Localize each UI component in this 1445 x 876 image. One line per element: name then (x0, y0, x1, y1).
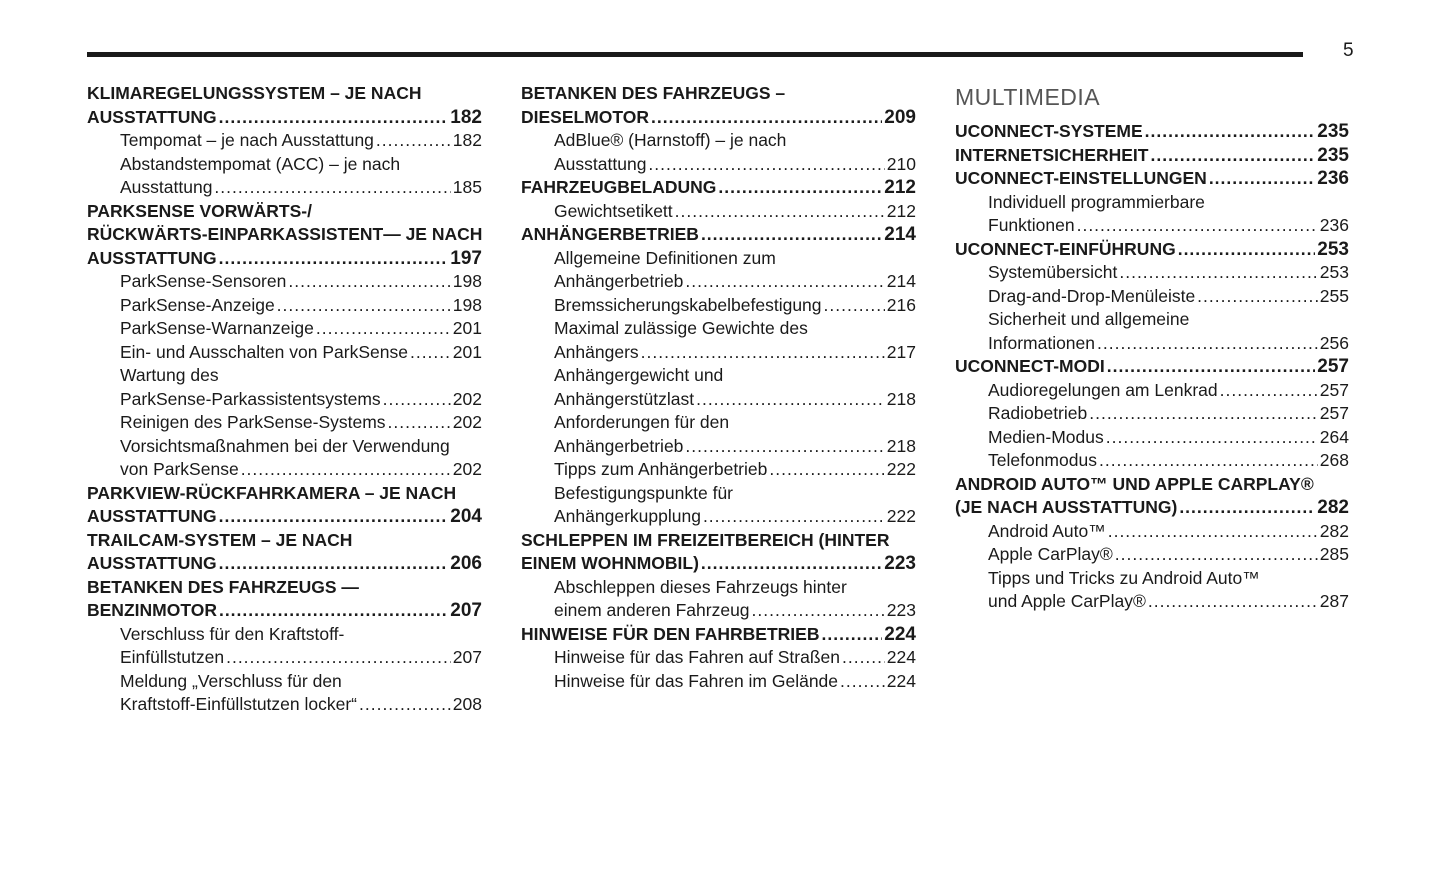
toc-subentry[interactable] (955, 567, 1349, 614)
toc-subentry[interactable] (955, 308, 1349, 355)
toc-page-number: 207 (452, 647, 482, 667)
toc-entry-text: Ausstattung (554, 153, 647, 174)
toc-page-number: 198 (452, 294, 482, 315)
toc-column-2 (521, 82, 916, 693)
toc-page-number: 236 (1317, 168, 1349, 189)
toc-entry-text: PARKVIEW-RÜCKFAHRKAMERA – JE NACH (87, 482, 457, 503)
toc-subentry[interactable] (955, 543, 1349, 567)
dot-leader (752, 599, 885, 623)
toc-subentry[interactable] (521, 247, 916, 294)
toc-page-number: 209 (884, 106, 916, 128)
toc-page-number: 207 (450, 600, 482, 621)
toc-entry[interactable] (87, 200, 482, 271)
toc-page-number: 217 (886, 341, 916, 362)
dot-leader (219, 599, 448, 623)
dot-leader (1197, 285, 1318, 309)
toc-page-number: 202 (452, 388, 482, 409)
toc-entry-text: EINEM WOHNMOBIL) (521, 553, 699, 573)
toc-entry[interactable] (521, 82, 916, 129)
toc-entry[interactable] (521, 623, 916, 647)
toc-entry-text: Hinweise für das Fahren auf Straßen (554, 647, 840, 667)
toc-entry-text: Tipps und Tricks zu Android Auto™ (988, 567, 1260, 588)
toc-entry-text: Funktionen (988, 215, 1075, 235)
dot-leader (214, 176, 450, 200)
toc-subentry[interactable] (955, 379, 1349, 403)
dot-leader (1220, 379, 1318, 403)
toc-subentry[interactable] (521, 482, 916, 529)
toc-page-number: 218 (886, 435, 916, 456)
toc-page-number: 212 (886, 200, 916, 221)
toc-subentry[interactable] (521, 670, 916, 694)
toc-entry[interactable] (87, 529, 482, 576)
toc-subentry[interactable] (955, 520, 1349, 544)
dot-leader (241, 458, 451, 482)
toc-entry-text: BENZINMOTOR (87, 600, 217, 620)
toc-subentry[interactable] (521, 129, 916, 176)
toc-entry-text: Vorsichtsmaßnahmen bei der Verwendung (120, 435, 450, 456)
toc-subentry[interactable] (955, 402, 1349, 426)
toc-page-number: 236 (1319, 215, 1349, 235)
toc-page-number: 257 (1319, 379, 1349, 400)
toc-entry-text: Ein- und Ausschalten von ParkSense (120, 341, 408, 362)
toc-entry-text: ANHÄNGERBETRIEB (521, 224, 699, 244)
toc-page-number: 282 (1317, 497, 1349, 518)
dot-leader (410, 341, 451, 365)
dot-leader (1178, 238, 1316, 262)
dot-leader (821, 623, 882, 647)
dot-leader (383, 388, 451, 412)
toc-page-number: 253 (1319, 262, 1349, 282)
toc-subentry[interactable] (87, 129, 482, 153)
toc-page-number: 222 (886, 506, 916, 526)
toc-entry-text: Abstandstempomat (ACC) – je nach (120, 153, 401, 174)
toc-page-number: 201 (452, 318, 482, 338)
toc-subentry[interactable] (955, 449, 1349, 473)
header-rule (87, 52, 1303, 57)
toc-entry-text: Hinweise für das Fahren im Gelände (554, 670, 839, 691)
dot-leader (1108, 520, 1318, 544)
dot-leader (359, 693, 451, 717)
dot-leader (651, 106, 882, 130)
toc-subentry[interactable] (521, 364, 916, 411)
dot-leader (219, 106, 449, 130)
toc-entry-text: Audioregelungen am Lenkrad (988, 379, 1218, 400)
toc-page-number: 223 (884, 553, 916, 574)
toc-entry-text: Wartung des (120, 365, 219, 385)
toc-entry-text: AUSSTATTUNG (87, 106, 217, 127)
toc-entry-text: UCONNECT-EINFÜHRUNG (955, 238, 1176, 259)
toc-entry-text: Allgemeine Definitionen zum (554, 247, 776, 268)
toc-entry-text: Tempomat – je nach Ausstattung (120, 130, 374, 150)
toc-entry-text: BETANKEN DES FAHRZEUGS — (87, 576, 359, 597)
toc-entry-text: Telefonmodus (988, 450, 1097, 470)
page-number: 5 (1343, 40, 1354, 61)
toc-page-number: 198 (452, 271, 482, 291)
dot-leader (226, 646, 451, 670)
toc-subentry[interactable] (87, 294, 482, 318)
toc-entry-text: AUSSTATTUNG (87, 553, 217, 573)
dot-leader (219, 505, 449, 529)
toc-page-number: 224 (886, 647, 916, 667)
dot-leader (648, 153, 884, 177)
toc-entry-text: ParkSense-Parkassistentsystems (120, 388, 381, 409)
toc-entry-text: KLIMAREGELUNGSSYSTEM – JE NACH (87, 83, 422, 103)
toc-entry-text: Android Auto™ (988, 520, 1106, 541)
toc-entry-text: Anforderungen für den (554, 412, 730, 432)
toc-page-number: 182 (452, 130, 482, 150)
toc-entry[interactable] (955, 144, 1349, 168)
dot-leader (219, 247, 449, 271)
toc-entry-text: Apple CarPlay® (988, 544, 1113, 564)
toc-entry-text: Individuell programmierbare (988, 191, 1205, 212)
toc-page-number: 214 (886, 271, 916, 291)
toc-entry-text: ParkSense-Warnanzeige (120, 318, 314, 338)
toc-page-number: 197 (450, 247, 482, 269)
toc-subentry[interactable] (955, 261, 1349, 285)
toc-entry-text: Medien-Modus (988, 426, 1104, 447)
toc-page-number: 253 (1317, 238, 1349, 260)
toc-page-number: 182 (450, 106, 482, 128)
dot-leader (388, 411, 451, 435)
toc-entry-text: Sicherheit und allgemeine (988, 309, 1190, 329)
toc-page-number: 222 (886, 459, 916, 479)
toc-entry[interactable] (955, 355, 1349, 379)
toc-entry-text: PARKSENSE VORWÄRTS-/ (87, 200, 312, 221)
toc-entry-text: FAHRZEUGBELADUNG (521, 177, 717, 197)
toc-page-number: 210 (886, 153, 916, 174)
toc-page-number: 208 (452, 694, 482, 714)
toc-entry[interactable] (955, 238, 1349, 262)
section-title: MULTIMEDIA (955, 84, 1101, 110)
toc-column-3 (955, 82, 1349, 614)
toc-entry[interactable] (955, 120, 1349, 144)
dot-leader (1150, 144, 1315, 168)
toc-page-number: 256 (1319, 332, 1349, 353)
toc-entry[interactable] (87, 82, 482, 129)
dot-leader (701, 223, 882, 247)
toc-entry-text: (JE NACH AUSSTATTUNG) (955, 497, 1178, 517)
toc-subentry[interactable] (955, 426, 1349, 450)
toc-subentry[interactable] (521, 200, 916, 224)
toc-page-number: 202 (452, 459, 482, 479)
dot-leader (316, 317, 451, 341)
toc-page-number: 264 (1319, 426, 1349, 447)
toc-entry-text: AUSSTATTUNG (87, 506, 217, 526)
toc-page-number: 212 (884, 177, 916, 198)
toc-entry-text: Anhängerstützlast (554, 388, 695, 409)
toc-entry-text: UCONNECT-SYSTEME (955, 121, 1143, 141)
toc-subentry[interactable] (87, 364, 482, 411)
toc-entry-text: Anhängergewicht und (554, 365, 724, 385)
toc-entry-text: Reinigen des ParkSense-Systems (120, 412, 386, 432)
toc-entry-text: SCHLEPPEN IM FREIZEITBEREICH (HINTER (521, 529, 890, 550)
toc-page-number: 218 (886, 388, 916, 409)
toc-subentry[interactable] (521, 411, 916, 458)
toc-entry-text: UCONNECT-EINSTELLUNGEN (955, 168, 1207, 188)
toc-subentry[interactable] (955, 285, 1349, 309)
toc-page-number: 235 (1317, 121, 1349, 142)
toc-page-number: 204 (450, 506, 482, 527)
toc-entry[interactable] (87, 482, 482, 529)
dot-leader (675, 200, 885, 224)
dot-leader (288, 270, 450, 294)
toc-entry[interactable] (87, 576, 482, 623)
toc-entry-text: ParkSense-Anzeige (120, 294, 275, 315)
toc-entry-text: UCONNECT-MODI (955, 356, 1105, 376)
dot-leader (824, 294, 885, 318)
toc-page-number: 224 (884, 623, 916, 645)
toc-entry-text: Ausstattung (120, 177, 213, 197)
toc-page-number: 202 (452, 412, 482, 432)
toc-page-number: 216 (886, 294, 916, 315)
toc-subentry[interactable] (87, 270, 482, 294)
dot-leader (1077, 214, 1318, 238)
toc-subentry[interactable] (87, 411, 482, 435)
toc-subentry[interactable] (87, 670, 482, 717)
dot-leader (703, 505, 885, 529)
dot-leader (1145, 120, 1316, 144)
toc-entry-text: und Apple CarPlay® (988, 591, 1146, 611)
toc-column-1 (87, 82, 482, 717)
toc-entry-text: Tipps zum Anhängerbetrieb (554, 459, 768, 479)
dot-leader (1107, 355, 1316, 379)
toc-entry-text: Gewichtsetikett (554, 200, 673, 221)
dot-leader (1179, 496, 1315, 520)
toc-page-number: 287 (1319, 591, 1349, 611)
toc-entry[interactable] (955, 167, 1349, 191)
toc-entry-text: BETANKEN DES FAHRZEUGS – (521, 83, 786, 103)
dot-leader (718, 176, 882, 200)
toc-subentry[interactable] (87, 317, 482, 341)
toc-entry-text: Maximal zulässige Gewichte des (554, 318, 808, 338)
toc-entry-text: Anhängerkupplung (554, 506, 701, 526)
toc-entry-text: Einfüllstutzen (120, 647, 225, 667)
toc-page-number: 201 (452, 341, 482, 362)
toc-entry-text: AUSSTATTUNG (87, 247, 217, 268)
toc-entry-text: Anhängerbetrieb (554, 271, 684, 291)
toc-subentry[interactable] (87, 153, 482, 200)
dot-leader (1148, 590, 1318, 614)
toc-page-number: 257 (1319, 403, 1349, 423)
toc-page-number: 224 (886, 670, 916, 691)
dot-leader (701, 552, 882, 576)
toc-entry-text: AdBlue® (Harnstoff) – je nach (554, 130, 787, 150)
toc-entry[interactable] (521, 176, 916, 200)
toc-entry-text: ParkSense-Sensoren (120, 271, 287, 291)
toc-entry-text: DIESELMOTOR (521, 106, 650, 127)
dot-leader (685, 435, 884, 459)
toc-entry-text: TRAILCAM-SYSTEM – JE NACH (87, 529, 353, 550)
dot-leader (1106, 426, 1318, 450)
dot-leader (1097, 332, 1318, 356)
toc-page-number: 257 (1317, 356, 1349, 377)
toc-entry-text: einem anderen Fahrzeug (554, 600, 750, 620)
dot-leader (376, 129, 451, 153)
toc-entry-text: ANDROID AUTO™ UND APPLE CARPLAY® (955, 473, 1314, 494)
dot-leader (1119, 261, 1317, 285)
toc-subentry[interactable] (87, 623, 482, 670)
dot-leader (842, 646, 885, 670)
toc-entry-text: RÜCKWÄRTS-EINPARKASSISTENT— JE NACH (87, 224, 483, 244)
dot-leader (840, 670, 885, 694)
toc-page-number: 282 (1319, 520, 1349, 541)
toc-subentry[interactable] (87, 341, 482, 365)
toc-subentry[interactable] (521, 458, 916, 482)
toc-entry[interactable] (521, 529, 916, 576)
toc-page-number: 206 (450, 553, 482, 574)
dot-leader (696, 388, 885, 412)
toc-subentry[interactable] (521, 646, 916, 670)
toc-page-number: 223 (886, 600, 916, 620)
toc-subentry[interactable] (955, 191, 1349, 238)
toc-entry-text: Verschluss für den Kraftstoff- (120, 623, 345, 644)
toc-entry-text: Kraftstoff-Einfüllstutzen locker“ (120, 694, 357, 714)
toc-page-number: 214 (884, 224, 916, 245)
toc-entry-text: Systemübersicht (988, 262, 1118, 282)
toc-entry[interactable] (955, 473, 1349, 520)
toc-entry-text: Bremssicherungskabelbefestigung (554, 294, 822, 315)
dot-leader (1089, 402, 1318, 426)
toc-subentry[interactable] (521, 576, 916, 623)
toc-entry-text: HINWEISE FÜR DEN FAHRBETRIEB (521, 623, 820, 644)
toc-page-number: 285 (1319, 544, 1349, 564)
toc-entry-text: Meldung „Verschluss für den (120, 670, 342, 691)
toc-subentry[interactable] (521, 294, 916, 318)
dot-leader (1099, 449, 1318, 473)
toc-entry-text: Abschleppen dieses Fahrzeugs hinter (554, 576, 847, 597)
toc-entry-text: Anhängers (554, 341, 639, 362)
toc-page-number: 268 (1319, 450, 1349, 470)
toc-subentry[interactable] (521, 317, 916, 364)
toc-entry-text: INTERNETSICHERHEIT (955, 144, 1149, 165)
dot-leader (685, 270, 884, 294)
dot-leader (641, 341, 885, 365)
dot-leader (1209, 167, 1315, 191)
toc-entry-text: Drag-and-Drop-Menüleiste (988, 285, 1196, 306)
toc-entry-text: von ParkSense (120, 459, 239, 479)
toc-subentry[interactable] (87, 435, 482, 482)
toc-entry-text: Anhängerbetrieb (554, 435, 684, 456)
dot-leader (1115, 543, 1318, 567)
toc-entry-text: Befestigungspunkte für (554, 482, 734, 503)
toc-entry-text: Radiobetrieb (988, 403, 1088, 423)
toc-page-number: 255 (1319, 285, 1349, 306)
toc-entry[interactable] (521, 223, 916, 247)
toc-entry-text: Informationen (988, 332, 1096, 353)
toc-page-number: 235 (1317, 144, 1349, 166)
dot-leader (219, 552, 449, 576)
toc-page-number: 185 (452, 177, 482, 197)
dot-leader (277, 294, 451, 318)
dot-leader (769, 458, 884, 482)
